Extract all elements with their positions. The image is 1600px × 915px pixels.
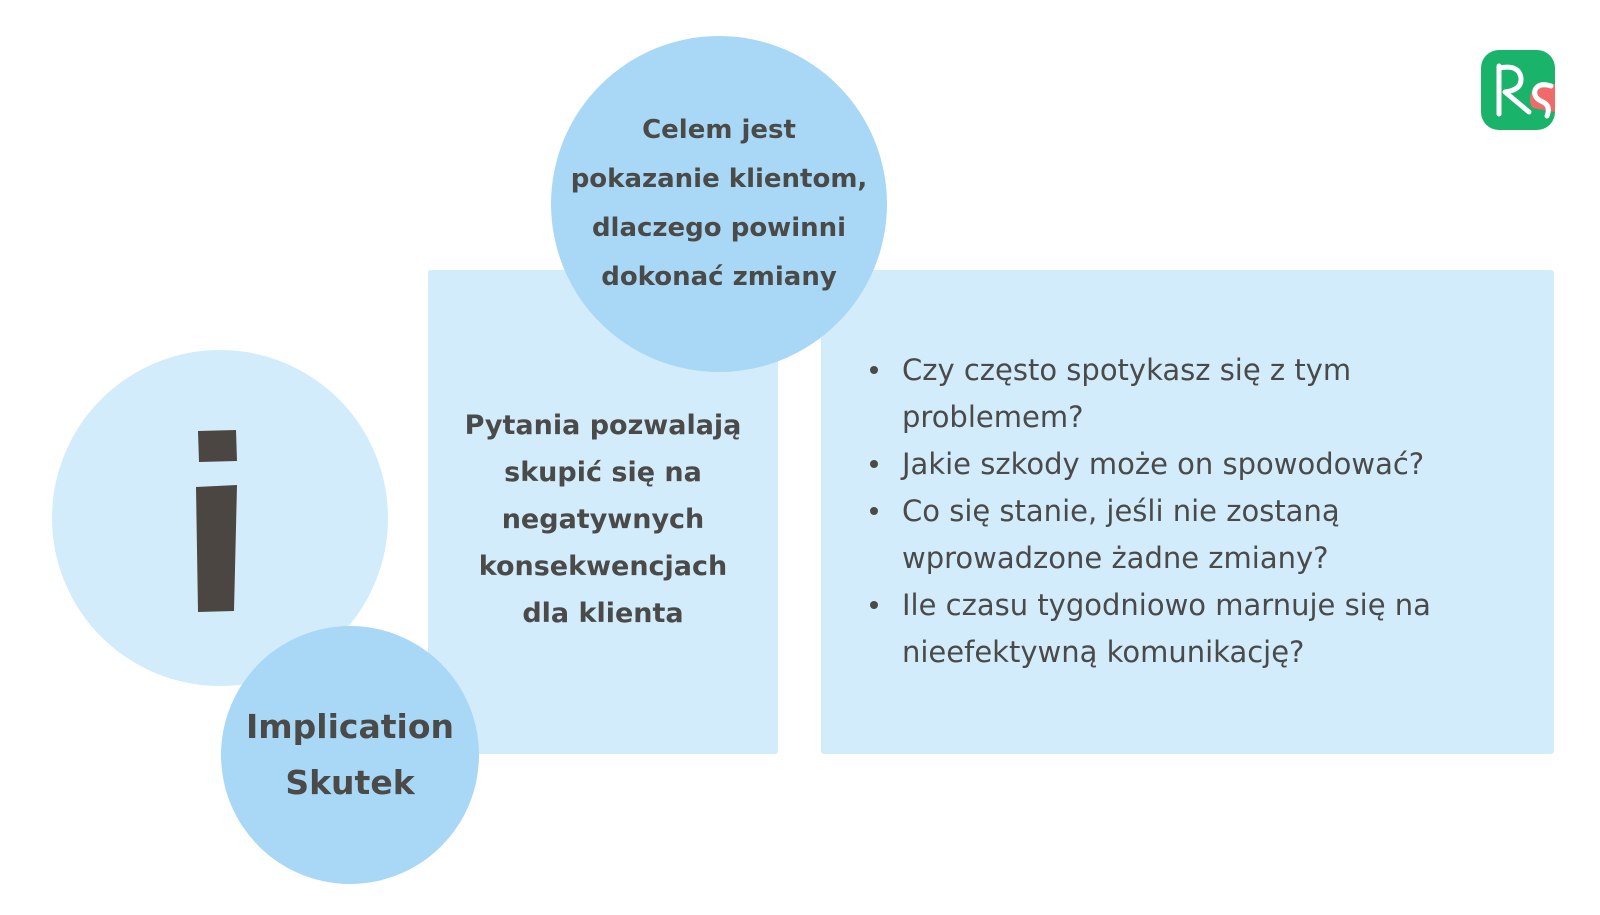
goal-line: pokazanie klientom, (570, 164, 868, 194)
goal-circle (551, 36, 887, 372)
brand-logo-icon (1481, 50, 1555, 130)
question-line: Jakie szkody może on spowodować? (902, 447, 1425, 481)
bullet-icon (870, 366, 878, 374)
explanation-line: konsekwencjach (478, 551, 728, 582)
bullet-icon (870, 601, 878, 609)
goal-line: dokonać zmiany (601, 262, 837, 292)
label-circle (221, 626, 479, 884)
explanation-line: negatywnych (501, 504, 705, 535)
question-line: wprowadzone żadne zmiany? (902, 541, 1329, 575)
question-line: nieefektywną komunikację? (902, 635, 1305, 669)
explanation-line: dla klienta (522, 598, 684, 629)
goal-text (561, 106, 877, 302)
question-line: Czy często spotykasz się z tym (902, 353, 1352, 387)
question-item (850, 441, 1530, 488)
goal-line: dlaczego powinni (591, 213, 847, 243)
explanation-text (442, 402, 764, 637)
label-polish: Skutek (285, 763, 415, 802)
bullet-icon (870, 507, 878, 515)
question-line: Ile czasu tygodniowo marnuje się na (902, 588, 1431, 622)
goal-line: Celem jest (642, 115, 796, 145)
bullet-icon (870, 460, 878, 468)
explanation-line: skupić się na (504, 457, 702, 488)
question-item (850, 347, 1530, 441)
question-list (850, 347, 1530, 676)
question-line: Co się stanie, jeśli nie zostaną (902, 494, 1340, 528)
question-line: problemem? (902, 400, 1084, 434)
explanation-line: Pytania pozwalają (464, 410, 742, 441)
question-item (850, 582, 1530, 676)
letter-i-icon (190, 427, 240, 617)
label-english: Implication (246, 707, 454, 746)
question-item (850, 488, 1530, 582)
